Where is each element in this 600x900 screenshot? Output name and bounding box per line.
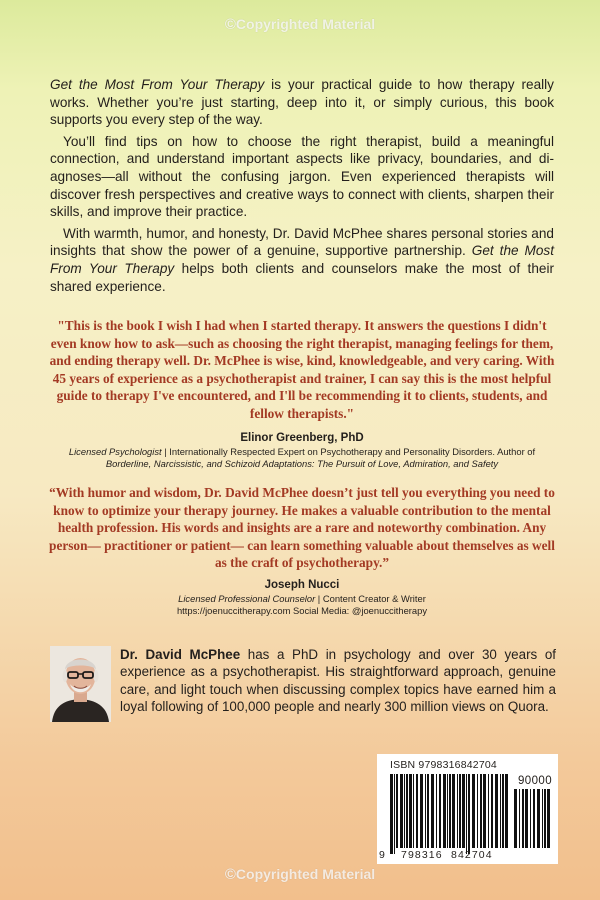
barcode-bar (477, 774, 478, 848)
endorser-detail-1: | Internationally Respected Expert on Psychotherapy and Personality Disorders. Author of (161, 446, 536, 457)
barcode-digits-left: 798316 (401, 849, 443, 861)
endorser-links-2: https://joenuccitherapy.com Social Media: @joenuccitherapy (176, 605, 428, 616)
barcode-bar (502, 774, 504, 848)
barcode-bar (519, 789, 520, 848)
copyright-symbol: © (224, 16, 236, 33)
book-title-italic-2: Get the Most From Your Therapy (50, 243, 555, 276)
barcode-bar (514, 789, 517, 848)
author-bio (120, 646, 556, 716)
barcode-bar (409, 774, 412, 848)
barcode-bar (472, 774, 475, 848)
barcode-bar (505, 774, 508, 848)
endorser-role-1: Licensed Psychologist (68, 446, 162, 457)
copyright-watermark-top (0, 16, 600, 33)
description-p1-text: is your practical guide to how therapy really works. Whether you’re just starting, deep into it, or simply curious, this book supports you every step of the way. (50, 77, 554, 128)
copyright-watermark-bottom (0, 866, 600, 883)
isbn-label: ISBN 9798316842704 (390, 759, 497, 771)
endorsement-quote-1: "This is the book I wish I had when I started therapy. It answers the questions I didn't even know how to ask—such as choosing the right therapist, managing feelings for them, and ending therapy well. Dr. McPhee is wise, kind, knowledgeable, and very caring. With 45 years of experience as a psychotherapist and trainer, I can say this is the most helpful guide to therapy I've encountered, and I'll be recommending it to clients, students, and fellow therapists." (49, 318, 555, 421)
barcode-bar (542, 789, 543, 848)
barcode-bar (443, 774, 446, 848)
barcode-bar (483, 774, 486, 848)
barcode-bar (522, 789, 524, 848)
barcode-bar (447, 774, 448, 848)
isbn-barcode-box (377, 754, 558, 864)
description-p3-end: helps both clients and counselors make the most of their shared experience. (50, 260, 554, 294)
endorser-credentials-2 (40, 593, 564, 617)
barcode-bar (533, 789, 535, 848)
description-paragraph-1 (50, 76, 554, 129)
barcode-bar (495, 774, 498, 848)
barcode-bar (480, 774, 482, 848)
price-code: 90000 (518, 775, 552, 787)
barcode-bar (413, 774, 414, 848)
barcode-bar (425, 774, 426, 848)
barcode-bar (390, 774, 393, 854)
watermark-text: Copyrighted Material (235, 16, 376, 32)
barcode-bar (396, 774, 398, 848)
author-bio-text: has a PhD in psychology and over 30 years of experience as a psychotherapist. His straightforward approach, genuine care, and light touch when discussing complex topics have earned him a loyal following of 100,000 people and nearly 300 million views on Quora. (120, 647, 557, 715)
barcode-lead-digit: 9 (379, 849, 385, 861)
endorser-role-2: Licensed Professional Counselor (178, 593, 316, 604)
barcode-bar (488, 774, 489, 848)
barcode-bar (457, 774, 458, 848)
barcode-bar (431, 774, 434, 848)
barcode-bar (452, 774, 455, 848)
price-addon-barcode (514, 789, 552, 854)
barcode-bar (436, 774, 437, 848)
endorsement-quote-2: “With humor and wisdom, Dr. David McPhee doesn’t just tell you everything you need to know to optimize your therapy journey. He makes a valuable contribution to the mental health profession. His words and insights are a rare and noteworthy combination. Any person— practitioner or patient— can learn something valuable about themselves as well as the craft of psychotherapy.” (49, 485, 555, 571)
watermark-text-bottom: Copyrighted Material (235, 866, 376, 882)
barcode-bar (400, 774, 403, 848)
author-name: Dr. David McPhee (120, 647, 241, 662)
barcode-bar (500, 774, 501, 848)
barcode-bar (420, 774, 423, 848)
barcode-bar (439, 774, 441, 848)
barcode-digits-right: 842704 (451, 849, 493, 861)
barcode-bar (427, 774, 429, 848)
barcode-bar (394, 774, 395, 854)
barcode-bar (547, 789, 550, 848)
endorser-name-2: Joseph Nucci (264, 579, 340, 591)
endorser-detail-2: | Content Creator & Writer (315, 593, 426, 604)
barcode-bar (449, 774, 451, 848)
barcode-bar (459, 774, 461, 848)
copyright-symbol-bottom: © (224, 866, 236, 883)
book-description (50, 76, 554, 299)
barcode-bar (468, 774, 470, 854)
description-paragraph-2: You’ll find tips on how to choose the right therapist, build a meaningful connection, and understand important aspects like privacy, boundaries, and diagnoses—all without the confusing jargon. Even experienced therapists will discover fresh perspectives and creative ways to connect with clients, sharpen their skills, and improve their practice. (50, 133, 554, 220)
barcode-bar (525, 789, 528, 848)
barcode-bar (406, 774, 408, 848)
author-photo (50, 646, 111, 722)
barcode-bar (416, 774, 418, 848)
endorser-name-1: Elinor Greenberg, PhD (240, 432, 364, 444)
author-portrait-illustration (50, 646, 111, 722)
ean-barcode (390, 774, 510, 854)
endorser-book-1: Borderline, Narcissistic, and Schizoid Adaptations: The Pursuit of Love, Admiration, and Safety (105, 458, 499, 469)
barcode-bar (491, 774, 493, 848)
description-paragraph-3 (50, 225, 554, 295)
description-p3-start: With warmth, humor, and honesty, Dr. David McPhee shares personal stories and insights that show the power of a genuine, supportive partnership. (50, 225, 554, 259)
barcode-bar (544, 789, 546, 848)
barcode-bar (466, 774, 467, 854)
endorser-credentials-1 (40, 446, 564, 470)
barcode-bar (537, 789, 540, 848)
book-title-italic: Get the Most From Your Therapy (50, 77, 265, 92)
barcode-bar (404, 774, 405, 848)
barcode-bar (530, 789, 531, 848)
barcode-bar (462, 774, 465, 848)
